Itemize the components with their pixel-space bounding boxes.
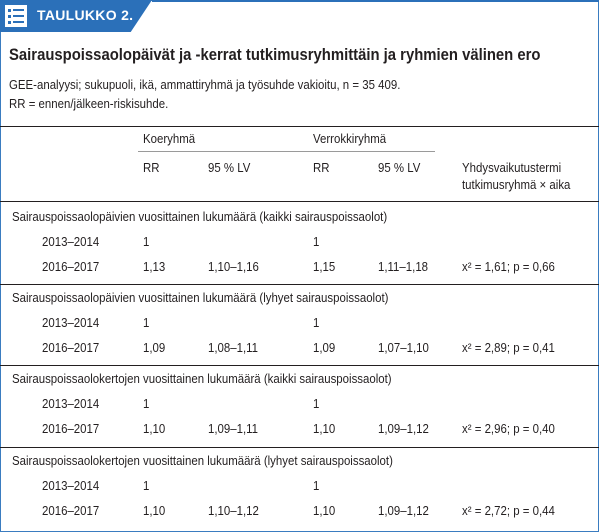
cell-ci-koeryhma: 1,10–1,16 [208,259,259,274]
column-header-ci-1: 95 % LV [208,160,251,175]
cell-rr-koeryhma: 1,13 [143,259,166,274]
table-number-label: TAULUKKO 2. [37,7,134,23]
cell-ci-koeryhma: 1,08–1,11 [208,340,259,355]
cell-rr-koeryhma: 1 [143,315,150,330]
section-title: Sairauspoissaolopäivien vuosittainen lukumäärä (lyhyet sairauspoissaolot) [12,290,389,305]
cell-ci-koeryhma: 1,09–1,11 [208,421,259,436]
cell-rr-verrokkiryhma: 1,10 [313,421,336,436]
section-title: Sairauspoissaolokertojen vuosittainen lukumäärä (lyhyet sairauspoissaolot) [12,453,393,468]
cell-rr-koeryhma: 1,10 [143,503,166,518]
cell-ci-verrokkiryhma: 1,07–1,10 [378,340,429,355]
cell-rr-verrokkiryhma: 1 [313,315,320,330]
column-header-rr-2: RR [313,160,330,175]
section-title: Sairauspoissaolokertojen vuosittainen lukumäärä (kaikki sairauspoissaolot) [12,371,392,386]
cell-rr-verrokkiryhma: 1 [313,396,320,411]
cell-period: 2013–2014 [42,478,100,493]
cell-period: 2016–2017 [42,503,100,518]
cell-rr-koeryhma: 1 [143,396,150,411]
table-icon [5,5,27,27]
column-header-rr-1: RR [143,160,160,175]
column-header-interaction-1: Yhdysvaikutustermi [462,160,562,175]
section-divider [0,284,599,285]
section-divider [0,447,599,448]
cell-ci-verrokkiryhma: 1,11–1,18 [378,259,429,274]
cell-period: 2013–2014 [42,396,100,411]
header-rule [152,0,599,2]
cell-rr-koeryhma: 1 [143,234,150,249]
cell-rr-koeryhma: 1,10 [143,421,166,436]
subtitle-line-2: RR = ennen/jälkeen-riskisuhde. [9,96,169,111]
cell-interaction: x² = 2,89; p = 0,41 [462,340,555,355]
header-bottom-rule [0,201,599,202]
table-top-rule [0,126,599,127]
cell-rr-verrokkiryhma: 1,10 [313,503,336,518]
section-divider [0,365,599,366]
cell-interaction: x² = 1,61; p = 0,66 [462,259,555,274]
cell-rr-verrokkiryhma: 1,09 [313,340,336,355]
cell-rr-koeryhma: 1,09 [143,340,166,355]
cell-interaction: x² = 2,72; p = 0,44 [462,503,555,518]
cell-period: 2016–2017 [42,340,100,355]
table-header-band [0,0,599,32]
table-subtitle [9,75,400,113]
cell-period: 2013–2014 [42,234,100,249]
cell-interaction: x² = 2,96; p = 0,40 [462,421,555,436]
column-group-verrokkiryhma: Verrokkiryhmä [313,131,387,146]
cell-period: 2016–2017 [42,421,100,436]
column-group-koeryhma: Koeryhmä [143,131,196,146]
cell-ci-verrokkiryhma: 1,09–1,12 [378,503,429,518]
cell-period: 2016–2017 [42,259,100,274]
group-header-rule [138,151,435,152]
cell-rr-koeryhma: 1 [143,478,150,493]
column-header-interaction-2: tutkimusryhmä × aika [462,177,571,192]
cell-ci-verrokkiryhma: 1,09–1,12 [378,421,429,436]
cell-period: 2013–2014 [42,315,100,330]
cell-rr-verrokkiryhma: 1,15 [313,259,336,274]
cell-ci-koeryhma: 1,10–1,12 [208,503,259,518]
column-header-ci-2: 95 % LV [378,160,421,175]
cell-rr-verrokkiryhma: 1 [313,234,320,249]
section-title: Sairauspoissaolopäivien vuosittainen lukumäärä (kaikki sairauspoissaolot) [12,209,388,224]
subtitle-line-1: GEE-analyysi; sukupuoli, ikä, ammattiryhmä ja työsuhde vakioitu, n = 35 409. [9,77,401,92]
table-title: Sairauspoissaolopäivät ja -kerrat tutkimusryhmittäin ja ryhmien välinen ero [9,46,541,64]
cell-rr-verrokkiryhma: 1 [313,478,320,493]
